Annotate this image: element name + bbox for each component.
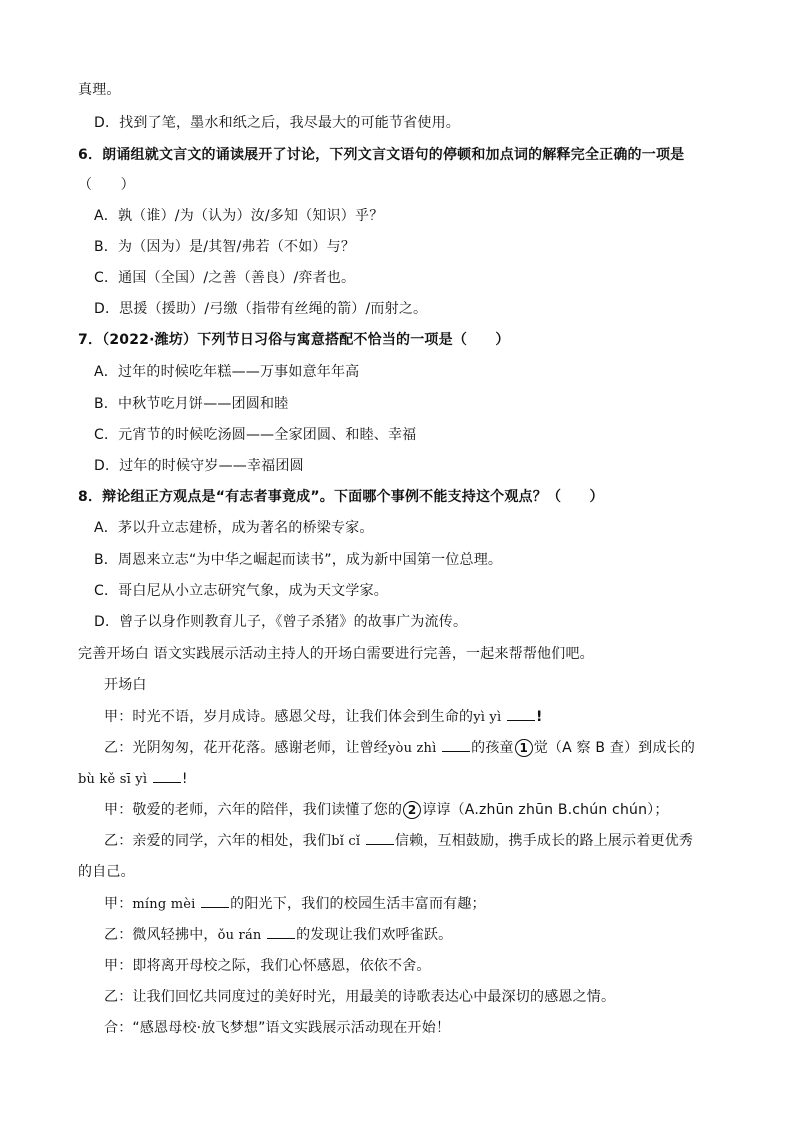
dialogue-jia-3 [104,894,486,915]
question-8-option-a: A．茅以升立志建桥，成为著名的桥梁专家。 [94,520,374,536]
question-7-option-c: C．元宵节的时候吃汤圆——全家团圆、和睦、幸福 [94,427,417,443]
dialogue-text: ! [181,771,188,787]
pinyin: bù kě sī yì [78,772,148,787]
fill-blank[interactable] [267,925,295,939]
question-7-option-b: B．中秋节吃月饼——团圆和睦 [94,396,289,412]
dialogue-text: 乙：亲爱的同学，六年的相处，我们 [104,833,332,849]
dialogue-text: 甲：时光不语，岁月成诗。感恩父母，让我们体会到生命的 [104,709,474,725]
dialogue-he: 合：“感恩母校·放飞梦想”语文实践展示活动现在开始！ [104,1020,451,1036]
section-intro: 完善开场白 语文实践展示活动主持人的开场白需要进行完善，一起来帮帮他们吧。 [78,646,594,662]
section-title: 开场白 [104,677,147,693]
text-line: 真理。 [78,82,121,98]
dialogue-jia-1 [104,707,543,728]
question-6-stem: 6．朗诵组就文言文的诵读展开了讨论，下列文言文语句的停顿和加点词的解释完全正确的一项是 [78,147,685,163]
dialogue-yi-3 [104,925,452,946]
pinyin: yì yì [473,710,502,725]
dialogue-text: 甲：敬爱的老师，六年的陪伴，我们读懂了您的 [104,802,403,818]
question-8-stem: 8．辩论组正方观点是“有志者事竟成”。下面哪个事例不能支持这个观点？（ ） [78,489,604,505]
dialogue-yi-2 [104,831,693,852]
circled-number-marker: 1 [515,739,533,757]
question-6-option-a: A．孰（谁）/为（认为）汝/多知（知识）乎？ [94,208,384,224]
question-6-answer-paren: （ ） [78,177,135,193]
pinyin: bǐ cǐ [331,834,361,849]
dialogue-text: 的发现让我们欢呼雀跃。 [296,927,453,943]
question-6-option-d: D．思援（援助）/弓缴（指带有丝绳的箭）/而射之。 [94,301,428,317]
pinyin: míng mèi [132,897,196,912]
question-8-option-d: D．曾子以身作则教育儿子，《曾子杀猪》的故事广为流传。 [94,614,468,630]
question-6-option-c: C．通国（全国）/之善（善良）/弈者也。 [94,270,356,286]
question-6-option-b: B．为（因为）是/其智/弗若（不如）与？ [94,239,356,255]
question-7-stem: 7．（2022·潍坊）下列节日习俗与寓意搭配不恰当的一项是（ ） [78,332,510,348]
dialogue-text: 甲： [104,896,133,912]
dialogue-text: 乙：光阴匆匆，花开花落。感谢老师，让曾经 [104,740,388,756]
pinyin: ǒu rán [217,928,262,943]
dialogue-text: 谆谆（A.zhūn zhūn B.chún chún）； [422,802,669,818]
fill-blank[interactable] [153,769,181,783]
dialogue-text: 的阳光下，我们的校园生活丰富而有趣； [230,896,486,912]
fill-blank[interactable] [507,707,535,721]
question-8-option-c: C．哥白尼从小立志研究气象，成为天文学家。 [94,583,388,599]
dialogue-yi-4: 乙：让我们回忆共同度过的美好时光，用最美的诗歌表达心中最深切的感恩之情。 [104,989,616,1005]
dialogue-text: 乙：微风轻拂中， [104,927,218,943]
dialogue-jia-4: 甲：即将离开母校之际，我们心怀感恩，依依不舍。 [104,958,431,974]
dialogue-jia-2 [104,800,669,820]
circled-number-marker: 2 [403,801,421,819]
dialogue-text: 的孩童 [471,740,514,756]
dialogue-yi-1 [104,738,695,759]
dialogue-yi-2-cont: 的自己。 [78,864,135,880]
fill-blank[interactable] [366,831,394,845]
pinyin: yòu zhì [388,741,437,756]
question-7-option-a: A．过年的时候吃年糕——万事如意年年高 [94,364,360,380]
question-7-option-d: D．过年的时候守岁——幸福团圆 [94,458,304,474]
dialogue-text: 觉（A 察 B 查）到成长的 [533,740,696,756]
fill-blank[interactable] [442,738,470,752]
fill-blank[interactable] [201,894,229,908]
dialogue-text: ! [536,709,543,725]
question-8-option-b: B．周恩来立志“为中华之崛起而读书”，成为新中国第一位总理。 [94,552,503,568]
dialogue-text: 信赖，互相鼓励，携手成长的路上展示着更优秀 [394,833,694,849]
option-d-prev: D．找到了笔，墨水和纸之后，我尽最大的可能节省使用。 [94,115,460,131]
dialogue-yi-1-cont [78,769,188,790]
